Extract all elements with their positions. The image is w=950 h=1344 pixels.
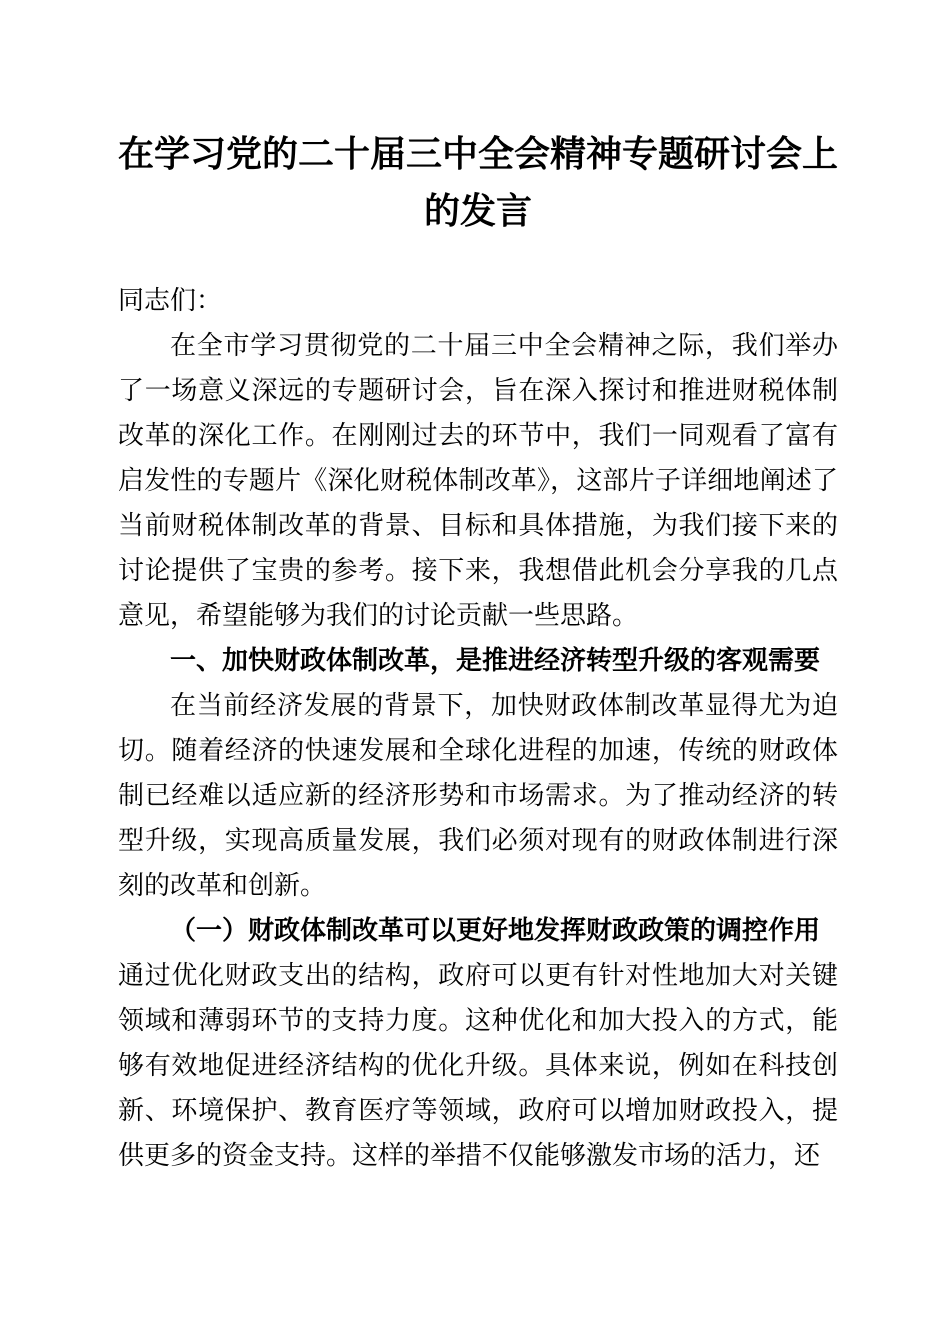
document-title: 在学习党的二十届三中全会精神专题研讨会上的发言 bbox=[118, 134, 839, 231]
salutation: 同志们： bbox=[118, 286, 223, 315]
paragraph-introduction: 在全市学习贯彻党的二十届三中全会精神之际，我们举办了一场意义深远的专题研讨会，旨在深入探讨和推进财税体制改革的深化工作。在刚刚过去的环节中，我们一同观看了富有启发性的专题片《深化财税体制改革》，这部片子详细地阐述了当前财税体制改革的背景、目标和具体措施，为我们接下来的讨论提供了宝贵的参考。接下来，我想借此机会分享我的几点意见，希望能够为我们的讨论贡献一些思路。 bbox=[118, 331, 838, 630]
subsection-heading-1-1: （一）财政体制改革可以更好地发挥财政政策的调控作用 bbox=[170, 916, 821, 945]
document-body bbox=[118, 278, 838, 1178]
paragraph-subsection-1-1: 通过优化财政支出的结构，政府可以更有针对性地加大对关键领域和薄弱环节的支持力度。这种优化和加大投入的方式，能够有效地促进经济结构的优化升级。具体来说，例如在科技创新、环境保护、教育医疗等领域，政府可以增加财政投入，提供更多的资金支持。这样的举措不仅能够激发市场的活力，还 bbox=[118, 961, 838, 1170]
section-heading-1: 一、加快财政体制改革，是推进经济转型升级的客观需要 bbox=[170, 645, 821, 675]
paragraph-section-1: 在当前经济发展的背景下，加快财政体制改革显得尤为迫切。随着经济的快速发展和全球化进程的加速，传统的财政体制已经难以适应新的经济形势和市场需求。为了推动经济的转型升级，实现高质量发展，我们必须对现有的财政体制进行深刻的改革和创新。 bbox=[118, 691, 838, 900]
